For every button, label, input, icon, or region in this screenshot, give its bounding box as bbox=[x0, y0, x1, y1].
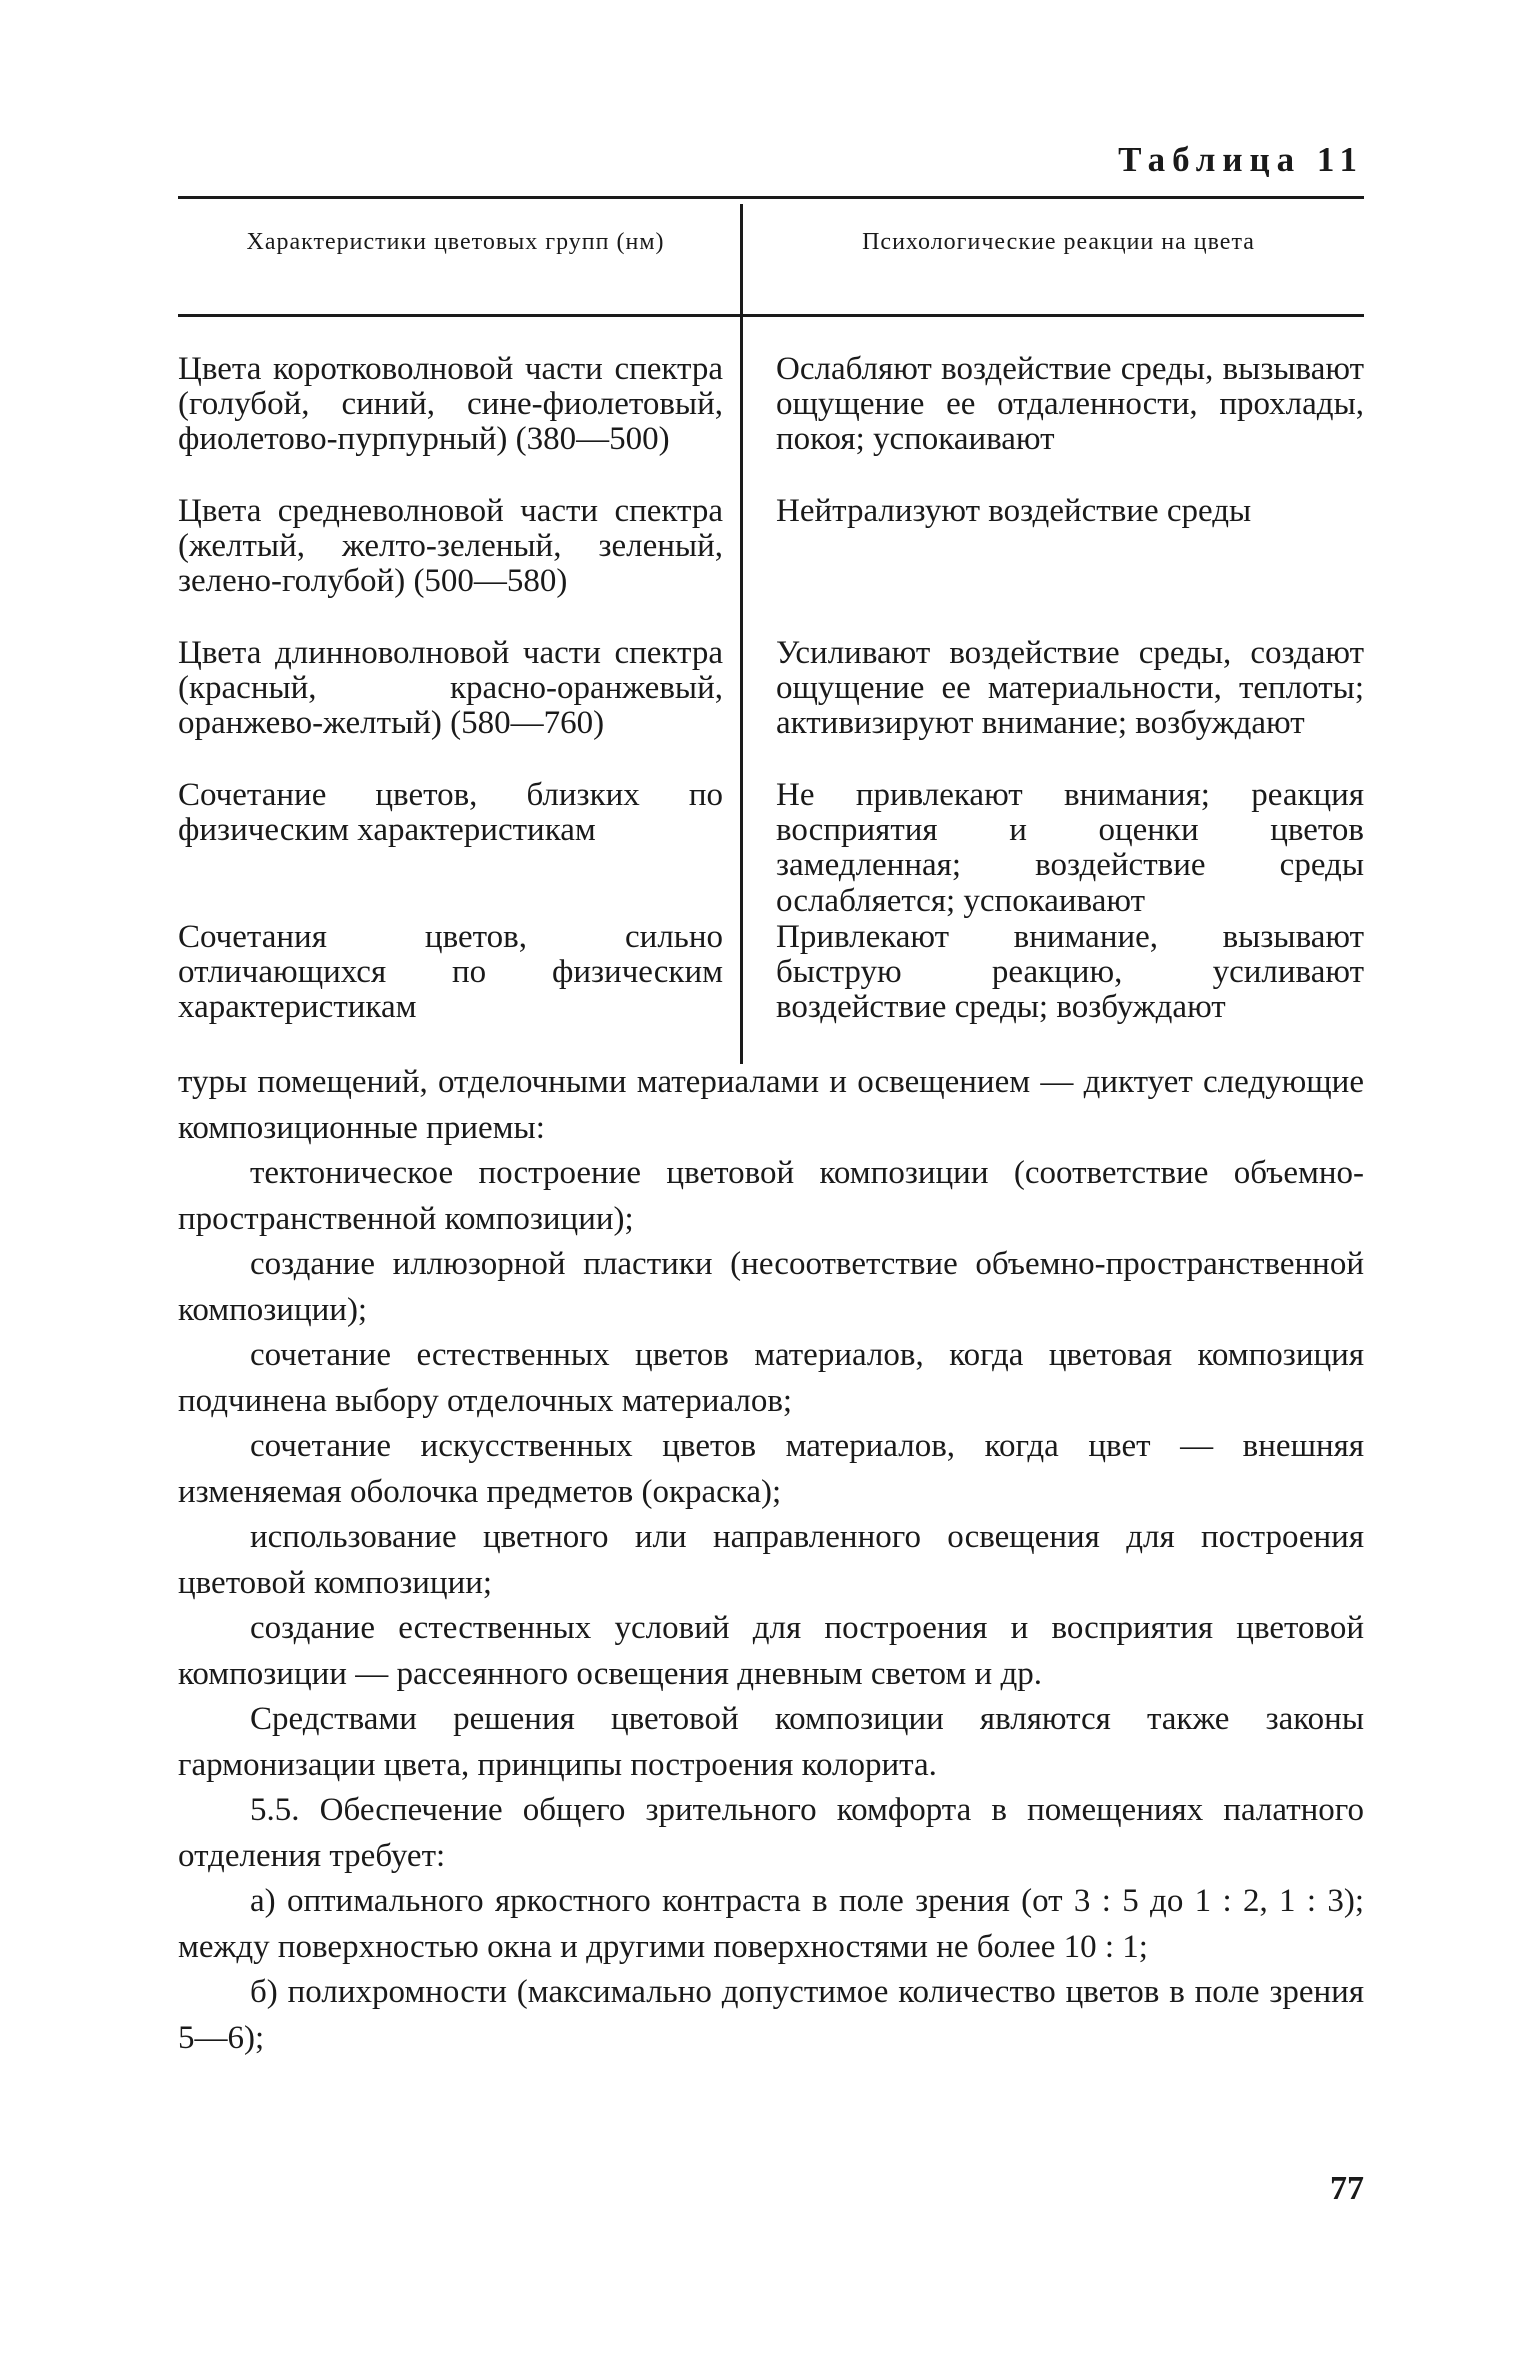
table-column-divider bbox=[740, 204, 743, 1064]
section-paragraph: 5.5. Обеспечение общего зрительного комфорта в помещениях палатного отделения требует: bbox=[178, 1792, 1364, 1874]
list-item: использование цветного или направленного освещения для построения цветовой композиции; bbox=[178, 1519, 1364, 1601]
table-cell-long-wave-reaction: Усиливают воздействие среды, создают ощущение ее материальности, теплоты; активизируют внимание; возбуждают bbox=[776, 635, 1364, 742]
table-header-characteristics: Характеристики цветовых групп (нм) bbox=[246, 229, 665, 255]
table-cell-similar-colors: Сочетание цветов, близких по физическим характеристикам bbox=[178, 777, 723, 849]
table-header-rule bbox=[178, 314, 1364, 317]
list-item: сочетание естественных цветов материалов, когда цветовая композиция подчинена выбору отделочных материалов; bbox=[178, 1337, 1364, 1419]
list-item: создание естественных условий для построения и восприятия цветовой композиции — рассеянного освещения дневным светом и др. bbox=[178, 1610, 1364, 1692]
paragraph-continuation: туры помещений, отделочными материалами и освещением — диктует следующие композиционные приемы: bbox=[178, 1064, 1364, 1146]
list-item: создание иллюзорной пластики (несоответствие объемно-пространственной композиции); bbox=[178, 1246, 1364, 1328]
list-item: сочетание искусственных цветов материалов, когда цвет — внешняя изменяемая оболочка предметов (окраска); bbox=[178, 1428, 1364, 1510]
table-cell-contrasting-colors-reaction: Привлекают внимание, вызывают быструю реакцию, усиливают воздействие среды; возбуждают bbox=[776, 919, 1364, 1026]
table-top-rule bbox=[178, 196, 1364, 199]
table-cell-contrasting-colors: Сочетания цветов, сильно отличающихся по физическим характеристикам bbox=[178, 919, 723, 1026]
table-cell-long-wave: Цвета длинноволновой части спектра (красный, красно-оранжевый, оранжево-желтый) (580—760) bbox=[178, 635, 723, 742]
table-cell-mid-wave-reaction: Нейтрализуют воздействие среды bbox=[776, 493, 1252, 529]
paragraph: Средствами решения цветовой композиции являются также законы гармонизации цвета, принципы построения колорита. bbox=[178, 1701, 1364, 1783]
page bbox=[178, 0, 1364, 2362]
table-caption: Таблица 11 bbox=[1118, 140, 1364, 179]
list-item: б) полихромности (максимально допустимое количество цветов в поле зрения 5—6); bbox=[178, 1974, 1364, 2056]
table-cell-short-wave-reaction: Ослабляют воздействие среды, вызывают ощущение ее отдаленности, прохлады, покоя; успокаивают bbox=[776, 351, 1364, 458]
table-header-reactions: Психологические реакции на цвета bbox=[862, 229, 1255, 255]
body-text bbox=[178, 1060, 1364, 2061]
table-cell-similar-colors-reaction: Не привлекают внимания; реакция восприятия и оценки цветов замедленная; воздействие среды ослабляется; успокаивают bbox=[776, 777, 1364, 919]
table-cell-mid-wave: Цвета средневолновой части спектра (желтый, желто-зеленый, зеленый, зелено-голубой) (500—580) bbox=[178, 493, 723, 600]
list-item: а) оптимального яркостного контраста в поле зрения (от 3 : 5 до 1 : 2, 1 : 3); между поверхностью окна и другими поверхностями не более 10 : 1; bbox=[178, 1883, 1364, 1965]
page-number: 77 bbox=[1330, 2170, 1364, 2207]
list-item: тектоническое построение цветовой композиции (соответствие объемно-пространственной композиции); bbox=[178, 1155, 1364, 1237]
table-cell-short-wave: Цвета коротковолновой части спектра (голубой, синий, сине-фиолетовый, фиолетово-пурпурный) (380—500) bbox=[178, 351, 723, 458]
